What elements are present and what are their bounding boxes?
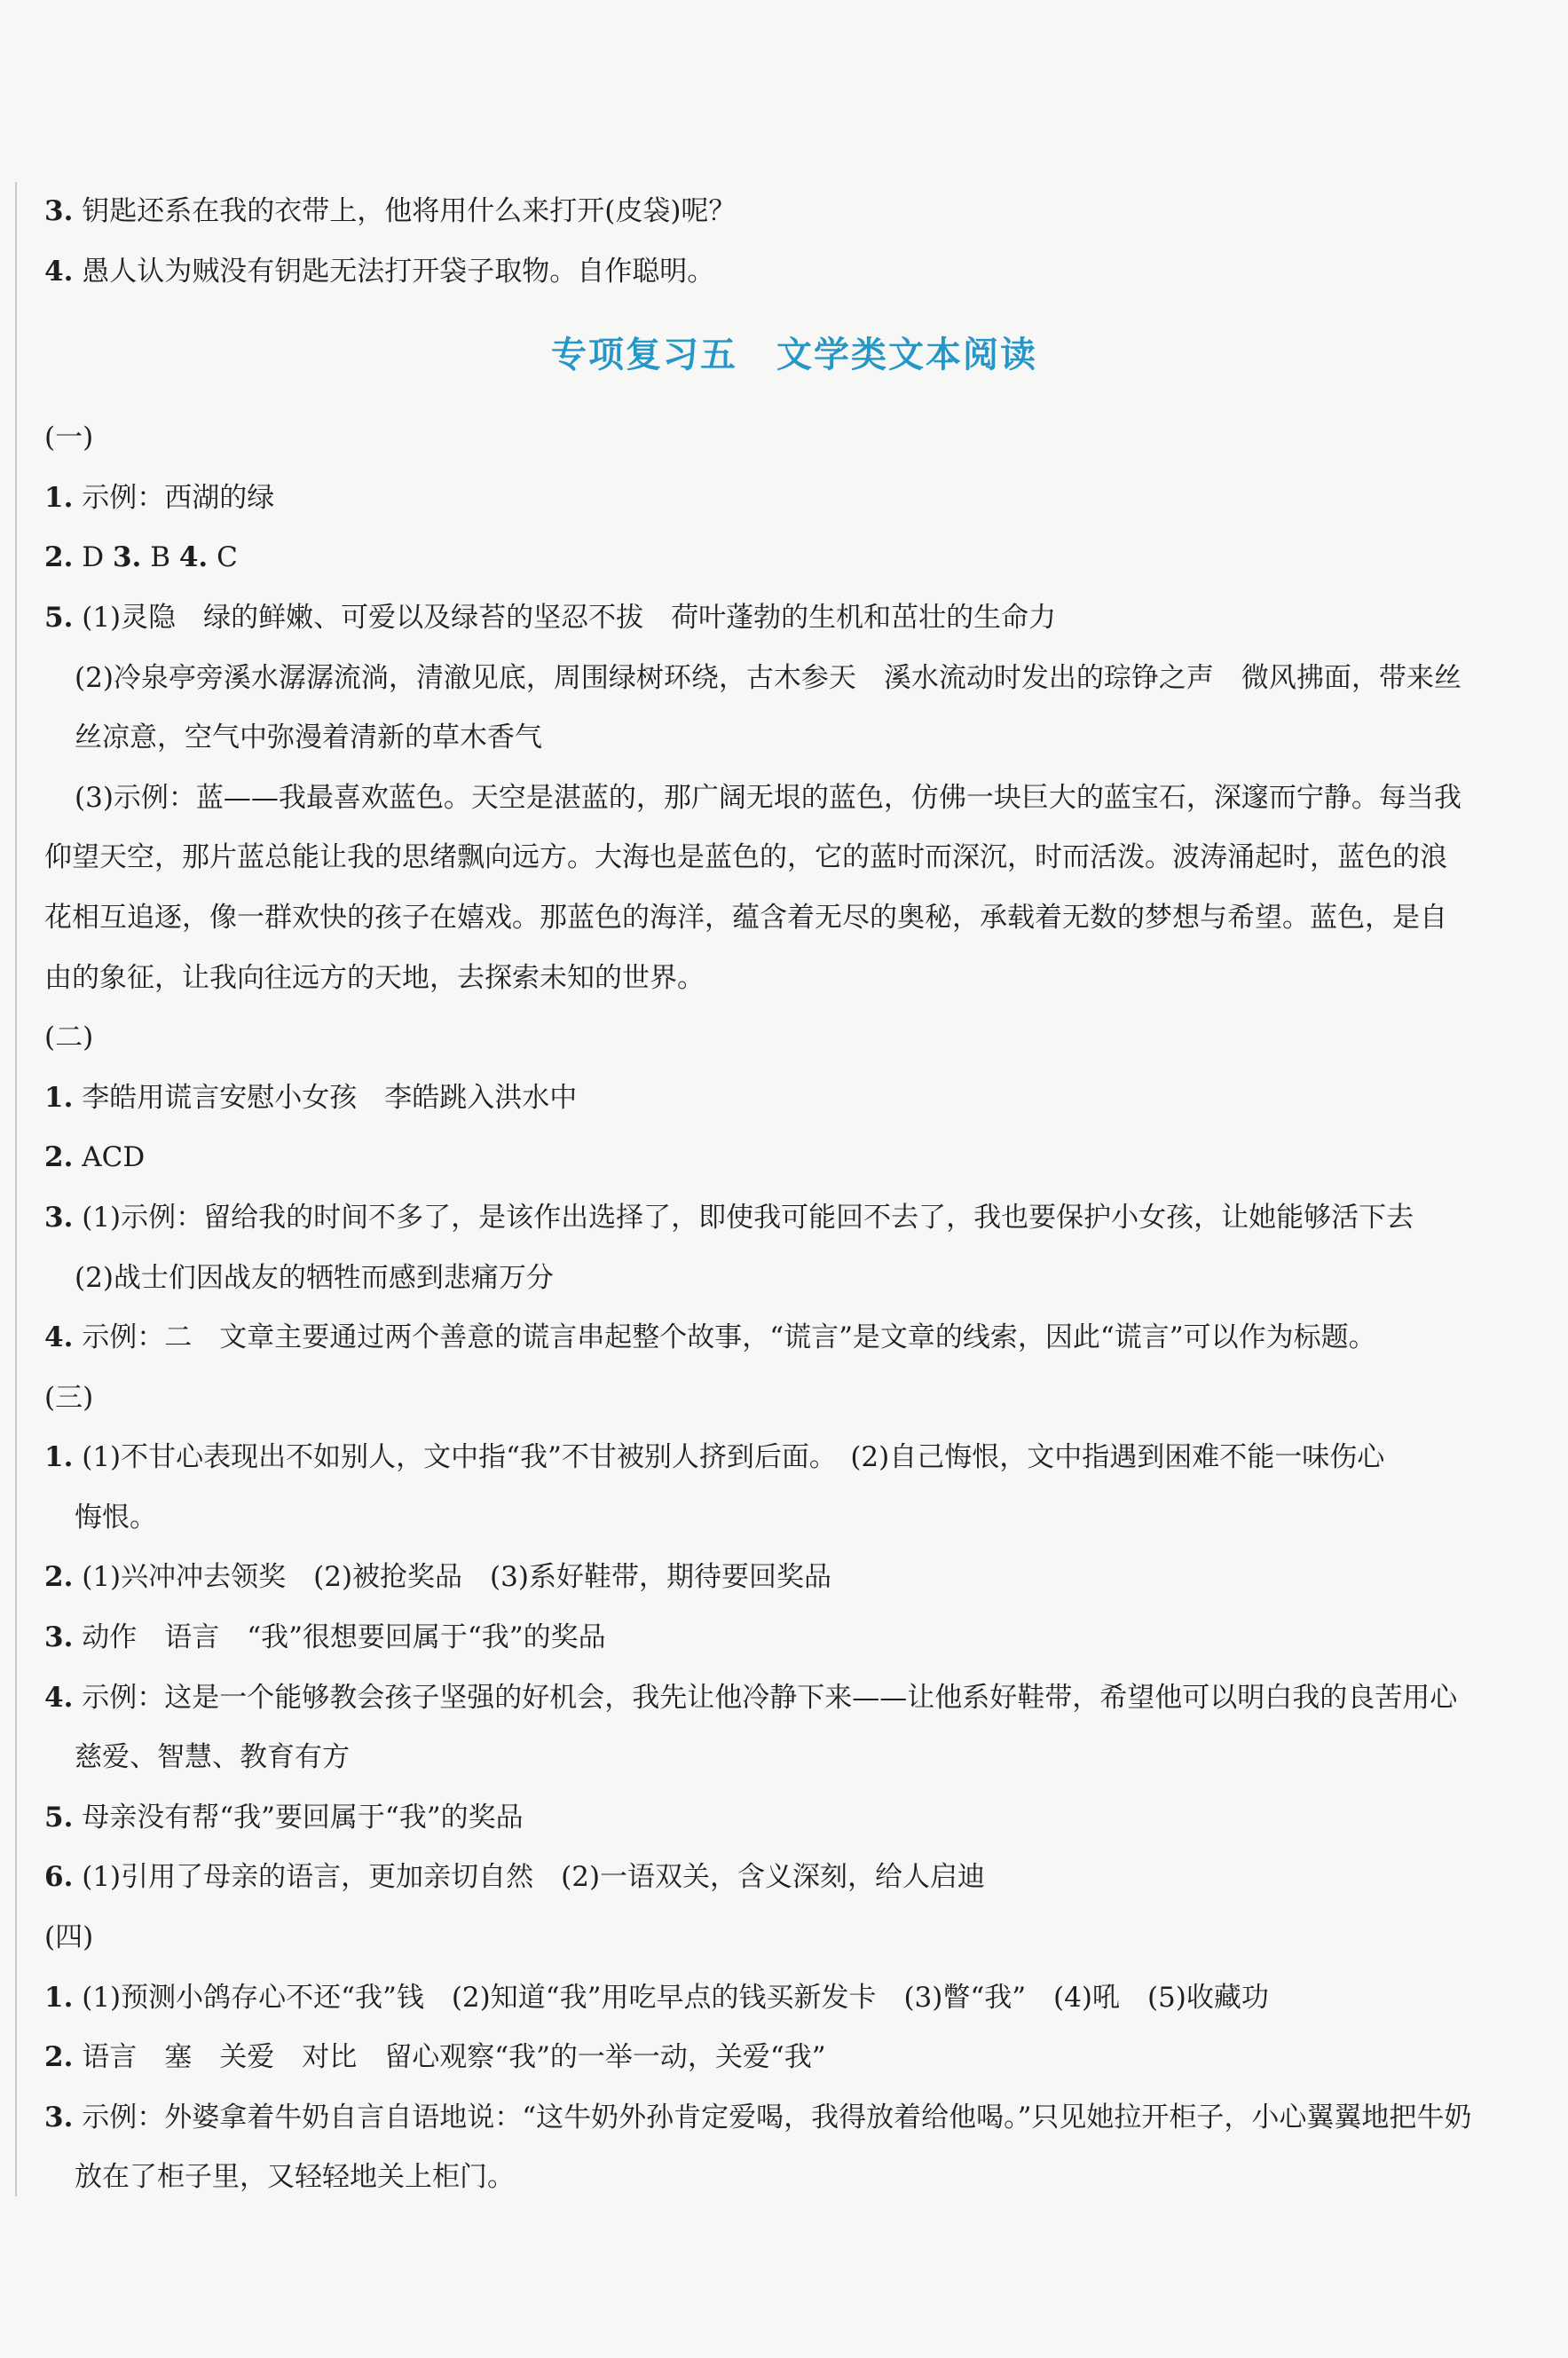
answer-text: 放在了柜子里，又轻轻地关上柜门。 — [75, 2161, 515, 2194]
answer-line — [44, 408, 1544, 469]
question-number: 3. — [44, 1621, 74, 1654]
question-number: 1. — [44, 1981, 74, 2014]
question-number: 4. — [178, 541, 209, 574]
question-number: 3. — [112, 541, 142, 574]
question-number: 1. — [44, 1441, 74, 1474]
answer-list — [44, 408, 1544, 2208]
question-number: 5. — [44, 601, 74, 634]
answer-text: (2)冷泉亭旁溪水潺潺流淌，清澈见底，周围绿树环绕，古木参天 溪水流动时发出的琮铮之声 微风拂面，带来丝 — [75, 661, 1462, 694]
page-content — [44, 182, 1544, 2208]
answer-text: 动作 语言 “我”很想要回属于“我”的奖品 — [82, 1621, 606, 1654]
answer-line — [44, 182, 1544, 242]
question-number: 2. — [44, 1561, 74, 1594]
answer-line — [44, 1608, 1544, 1668]
answer-line — [44, 1308, 1544, 1368]
question-number: 3. — [44, 2101, 74, 2133]
answer-text: 愚人认为贼没有钥匙无法打开袋子取物。自作聪明。 — [82, 255, 715, 288]
answer-text: 悔恨。 — [75, 1501, 157, 1534]
answer-text: 示例：外婆拿着牛奶自言自语地说：“这牛奶外孙肯定爱喝，我得放着给他喝。”只见她拉开柜子，小心翼翼地把牛奶 — [82, 2101, 1472, 2133]
question-number: 2. — [44, 2041, 74, 2074]
answer-line — [44, 1008, 1544, 1069]
answer-text: 示例：这是一个能够教会孩子坚强的好机会，我先让他冷静下来——让他系好鞋带，希望他可以明白我的良苦用心 — [82, 1681, 1458, 1714]
section-title-part2: 文学类文本阅读 — [776, 335, 1037, 376]
answer-line — [44, 1548, 1544, 1608]
answer-line — [44, 528, 1544, 588]
question-number: 2. — [44, 1141, 74, 1174]
question-number: 1. — [44, 1081, 74, 1114]
answer-text: 花相互追逐，像一群欢快的孩子在嬉戏。那蓝色的海洋，蕴含着无尽的奥秘，承载着无数的梦想与希望。蓝色，是自 — [44, 901, 1447, 934]
answer-line — [44, 588, 1544, 649]
section-title-part1: 专项复习五 — [551, 335, 737, 376]
answer-text: 钥匙还系在我的衣带上，他将用什么来打开(皮袋)呢？ — [82, 195, 737, 227]
answer-line — [44, 242, 1544, 303]
question-number: 5. — [44, 1801, 74, 1834]
answer-line — [44, 2148, 1544, 2208]
answer-line — [44, 888, 1544, 949]
answer-line — [44, 1728, 1544, 1788]
answer-line — [44, 1848, 1544, 1908]
answer-text: 慈爱、智慧、教育有方 — [75, 1741, 350, 1774]
answer-text: (四) — [44, 1921, 94, 1954]
answer-text: C — [217, 541, 238, 574]
answer-text: 示例：二 文章主要通过两个善意的谎言串起整个故事，“谎言”是文章的线索，因此“谎言”可以作为标题。 — [82, 1321, 1376, 1354]
answer-text: 示例：西湖的绿 — [82, 481, 275, 514]
question-number: 4. — [44, 1681, 74, 1714]
answer-line — [44, 1908, 1544, 1968]
answer-line — [44, 949, 1544, 1009]
answer-text: 母亲没有帮“我”要回属于“我”的奖品 — [82, 1801, 524, 1834]
answer-line — [44, 708, 1544, 769]
answer-line — [44, 2088, 1544, 2149]
question-number: 3. — [44, 195, 74, 227]
answer-text: (二) — [44, 1021, 94, 1054]
question-number: 3. — [44, 1201, 74, 1234]
answer-line — [44, 1788, 1544, 1849]
answer-line — [44, 1428, 1544, 1488]
answer-line — [44, 1368, 1544, 1429]
answer-line — [44, 1069, 1544, 1129]
answer-line — [44, 1249, 1544, 1309]
answer-text: 由的象征，让我向往远方的天地，去探索未知的世界。 — [44, 961, 705, 994]
answer-text: (2)战士们因战友的牺牲而感到悲痛万分 — [75, 1261, 554, 1294]
answer-text: (1)预测小鸽存心不还“我”钱 (2)知道“我”用吃早点的钱买新发卡 (3)瞥“我” (4)吼 (5)收藏功 — [82, 1981, 1269, 2014]
question-number: 4. — [44, 1321, 74, 1354]
answer-text: (三) — [44, 1381, 94, 1414]
section-title — [44, 302, 1544, 408]
answer-text: 语言 塞 关爱 对比 留心观察“我”的一举一动，关爱“我” — [82, 2041, 826, 2074]
question-number: 2. — [44, 541, 74, 574]
answer-text: (1)灵隐 绿的鲜嫩、可爱以及绿苔的坚忍不拔 荷叶蓬勃的生机和茁壮的生命力 — [82, 601, 1057, 634]
answer-line — [44, 1128, 1544, 1188]
answer-text: D — [82, 541, 113, 574]
answer-text: ACD — [82, 1141, 146, 1174]
answer-text: 李皓用谎言安慰小女孩 李皓跳入洪水中 — [82, 1081, 578, 1114]
answer-line — [44, 469, 1544, 529]
answer-line — [44, 1668, 1544, 1729]
left-margin-rule — [15, 182, 17, 2196]
answer-line — [44, 649, 1544, 709]
answer-line — [44, 1188, 1544, 1249]
answer-text: 丝凉意，空气中弥漫着清新的草木香气 — [75, 722, 542, 754]
question-number: 4. — [44, 255, 74, 288]
answer-line — [44, 1968, 1544, 2029]
answer-text: (1)引用了母亲的语言，更加亲切自然 (2)一语双关，含义深刻，给人启迪 — [82, 1861, 986, 1894]
answer-text: 仰望天空，那片蓝总能让我的思绪飘向远方。大海也是蓝色的，它的蓝时而深沉，时而活泼。波涛涌起时，蓝色的浪 — [44, 841, 1447, 874]
answer-text: (一) — [44, 422, 94, 454]
answer-line — [44, 2028, 1544, 2088]
answer-line — [44, 828, 1544, 888]
question-number: 6. — [44, 1861, 74, 1894]
answer-line — [44, 769, 1544, 829]
question-number: 1. — [44, 481, 74, 514]
answer-text: (1)兴冲冲去领奖 (2)被抢奖品 (3)系好鞋带，期待要回奖品 — [82, 1561, 831, 1594]
answer-text: (3)示例：蓝——我最喜欢蓝色。天空是湛蓝的，那广阔无垠的蓝色，仿佛一块巨大的蓝宝石，深邃而宁静。每当我 — [75, 781, 1462, 814]
answer-line — [44, 1488, 1544, 1549]
answer-text: (1)不甘心表现出不如别人，文中指“我”不甘被别人挤到后面。 (2)自己悔恨，文中指遇到困难不能一味伤心 — [82, 1441, 1385, 1474]
answer-text: B — [150, 541, 179, 574]
answer-text: (1)示例：留给我的时间不多了，是该作出选择了，即使我可能回不去了，我也要保护小女孩，让她能够活下去 — [82, 1201, 1414, 1234]
